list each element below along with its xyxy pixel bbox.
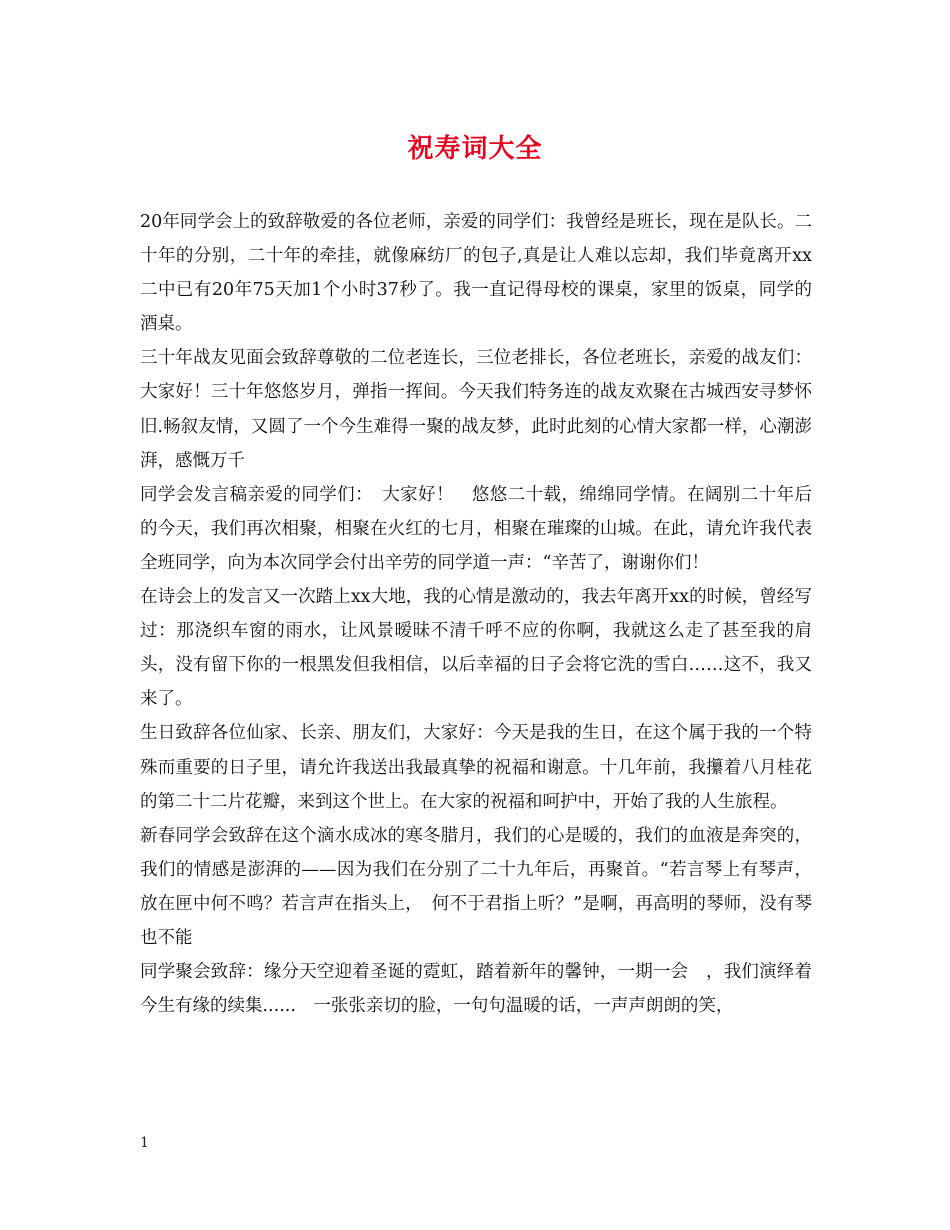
document-title: 祝寿词大全 [407,134,543,164]
paragraph-comrades-30-years: 三十年战友见面会致辞尊敬的二位老连长，三位老排长，各位老班长，亲爱的战友们：大家好！三十年悠悠岁月，弹指一挥间。今天我们特务连的战友欢聚在古城西安寻梦怀旧.畅叙友情，又圆了一个今生难得一聚的战友梦，此时此刻的心情大家都一样，心潮澎湃，感慨万千 [140,348,812,471]
paragraph-birthday-speech: 生日致辞各位仙家、长亲、朋友们，大家好：今天是我的生日，在这个属于我的一个特殊而重要的日子里，请允许我送出我最真挚的祝福和谢意。十几年前，我攥着八月桂花的第二十二片花瓣，来到这个世上。在大家的祝福和呵护中，开始了我的人生旅程。 [140,723,812,812]
paragraph-class-reunion-20-years: 20年同学会上的致辞敬爱的各位老师，亲爱的同学们：我曾经是班长，现在是队长。二十年的分别，二十年的牵挂，就像麻纺厂的包子,真是让人难以忘却，我们毕竟离开xx二中已有20年75天加1个小时37秒了。我一直记得母校的课桌，家里的饭桌，同学的酒桌。 [140,212,812,335]
paragraph-reunion-gathering: 同学聚会致辞：缘分天空迎着圣诞的霓虹，踏着新年的馨钟，一期一会 ，我们演绎着今生有缘的续集...... 一张张亲切的脸，一句句温暖的话，一声声朗朗的笑， [140,962,812,1017]
paragraph-poetry-meeting: 在诗会上的发言又一次踏上xx大地，我的心情是激动的，我去年离开xx的时候，曾经写过：那浇织车窗的雨水，让风景暧昧不清千呼不应的你啊，我就这么走了甚至我的肩头，没有留下你的一根黑发但我相信，以后幸福的日子会将它洗的雪白……这不，我又来了。 [140,587,812,710]
page-number: 1 [140,1135,149,1151]
document-body [140,205,812,1023]
paragraph-spring-reunion: 新春同学会致辞在这个滴水成冰的寒冬腊月，我们的心是暖的，我们的血液是奔突的，我们的情感是澎湃的——因为我们在分别了二十九年后，再聚首。“若言琴上有琴声，放在匣中何不鸣？若言声在指头上， 何不于君指上听？”是啊，再高明的琴师，没有琴也不能 [140,825,812,948]
paragraph-reunion-speech: 同学会发言稿亲爱的同学们： 大家好！ 悠悠二十载，绵绵同学情。在阔别二十年后的今天，我们再次相聚，相聚在火红的七月，相聚在璀璨的山城。在此，请允许我代表全班同学，向为本次同学会付出辛劳的同学道一声：“辛苦了，谢谢你们！ [140,484,812,573]
